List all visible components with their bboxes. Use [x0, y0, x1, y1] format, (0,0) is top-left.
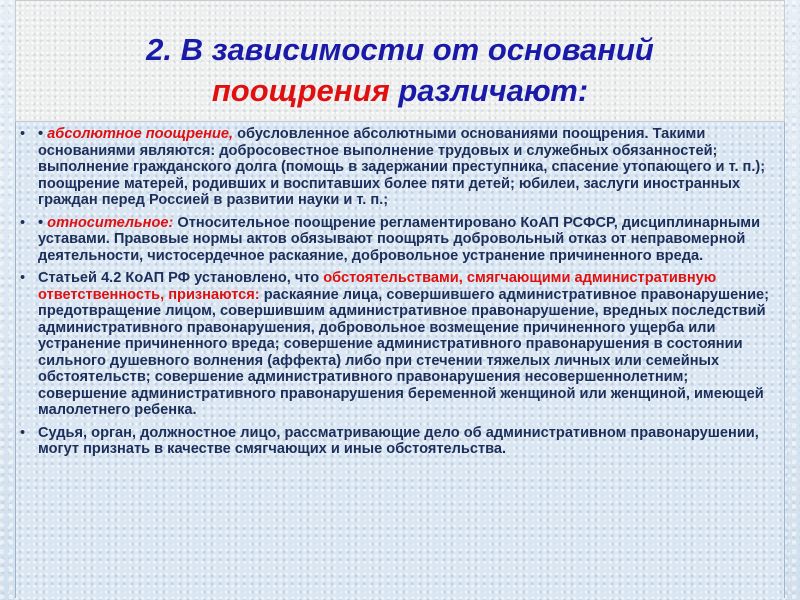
- slide-title: [16, 29, 784, 111]
- title-accent-word: поощрения: [211, 73, 390, 108]
- list-item-article-4-2: [15, 270, 781, 419]
- bullet-icon: •: [20, 126, 26, 142]
- item-lead: •: [38, 126, 48, 142]
- list-item-relative: [15, 215, 781, 265]
- item-lead: Статьей 4.2 КоАП РФ установлено, что: [38, 270, 324, 286]
- list-item-judge: [15, 425, 781, 458]
- item-highlight: абсолютное поощрение,: [47, 126, 234, 142]
- item-highlight: обстоятельствами, смягчающими административную ответственность, признаются:: [38, 270, 717, 303]
- item-text: обусловленное абсолютными основаниями поощрения. Такими основаниями являются: добросовестное выполнение трудовых и служебных обязанностей; выполнение гражданского долга (помощь в задержании преступника, спасение утопающего и т. п.); поощрение матерей, родивших и воспитавших более пяти детей; юбилеи, заслуги иностранных граждан перед Россией в развитии науки и т. п.;: [38, 126, 766, 208]
- item-lead: •: [38, 214, 48, 231]
- bullet-icon: •: [20, 424, 26, 441]
- bullet-icon: •: [20, 214, 26, 231]
- item-text: раскаяние лица, совершившего административное правонарушение; предотвращение лицом, совершившим административное правонарушение, вредных последствий административного правонарушения, добровольное возмещение причиненного ущерба или устранение причиненного вреда; совершение административного правонарушения в состоянии сильного душевного волнения (аффекта) либо при стечении тяжелых личных или семейных обстоятельств; совершение административного правонарушения несовершеннолетним; совершение административного правонарушения беременной женщиной или женщиной, имеющей малолетнего ребенка.: [38, 286, 770, 418]
- item-text: Относительное поощрение регламентировано КоАП РСФСР, дисциплинарными уставами. Правовые нормы актов обязывают поощрять добровольный отказ от неправомерной деятельности, чистосердечное раскаяние, добровольное устранение причиненного вреда.: [38, 214, 761, 264]
- bullet-icon: •: [20, 270, 26, 286]
- title-line-2-rest: различают:: [389, 73, 589, 108]
- bullet-list: [15, 126, 781, 464]
- item-highlight: относительное:: [47, 214, 174, 231]
- title-line-1: 2. В зависимости от оснований: [146, 32, 654, 67]
- title-panel: [15, 0, 785, 122]
- item-text: Судья, орган, должностное лицо, рассматривающие дело об административном правонарушении, могут признать в качестве смягчающих и иные обстоятельства.: [38, 424, 759, 457]
- list-item-absolute: [15, 126, 781, 209]
